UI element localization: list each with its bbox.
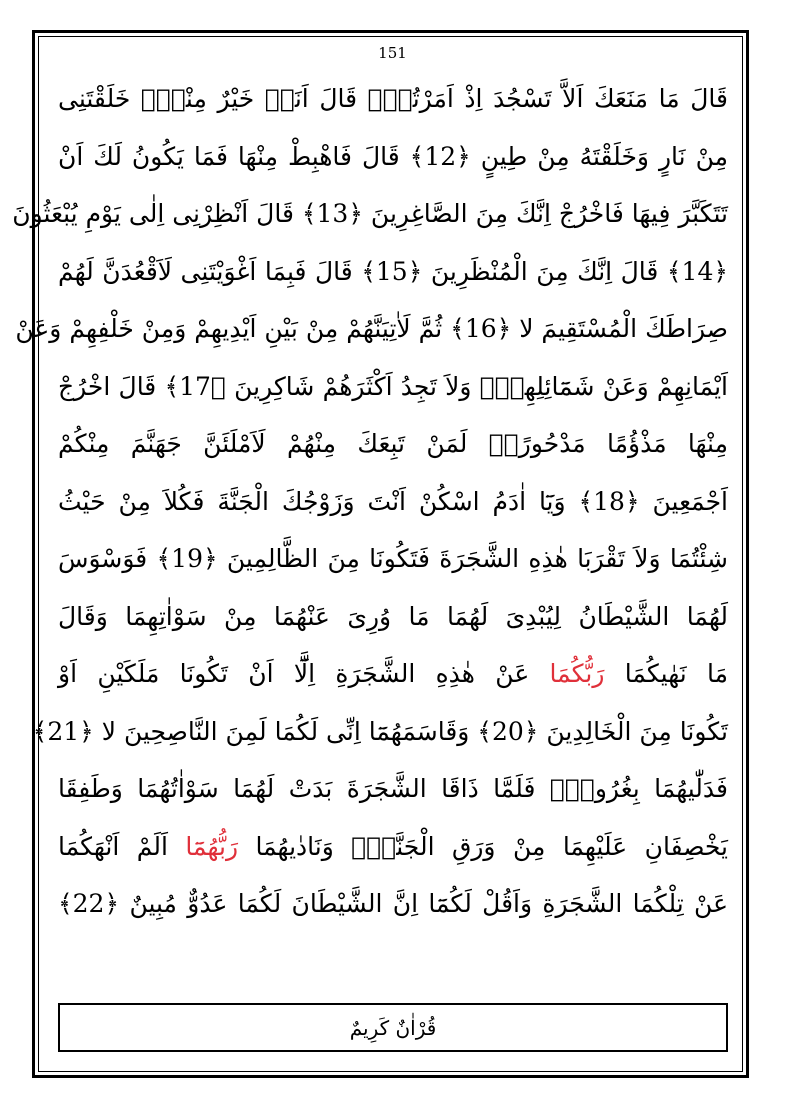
text-segment: تَكُونَا مِنَ الْخَالِدِينَ ﴿20﴾ وَقَاسَمَهُمَٓا اِنِّى لَكُمَا لَمِنَ النَّاصِحِينَ ﻻ ﴿21﴾ — [32, 716, 728, 746]
text-line — [58, 875, 728, 933]
page-number: 151 — [378, 44, 407, 62]
text-segment: اَيْمَانِهِمْ وَعَنْ شَمَٓائِلِهِمْۜ وَلاَ تَجِدُ اَكْثَرَهُمْ شَاكِرِينَ ﴿17﴾ قَالَ اخْرُجْ — [58, 371, 728, 401]
text-line — [58, 818, 728, 876]
text-segment: مِنْ نَارٍ وَخَلَقْتَهُ مِنْ طِينٍ ﴿12﴾ قَالَ فَاهْبِطْ مِنْهَا فَمَا يَكُونُ لَكَ اَنْ — [58, 141, 728, 171]
text-segment: فَدَلّٰيهُمَا بِغُرُورٍۚ فَلَمَّا ذَاقَا الشَّجَرَةَ بَدَتْ لَهُمَا سَوْاٰتُهُمَا وَطَفِقَا — [58, 774, 728, 803]
text-line — [32, 703, 728, 761]
text-segment: عَنْ هٰذِهِ الشَّجَرَةِ اِلَّٓا اَنْ تَكُونَا مَلَكَيْنِ اَوْ — [58, 659, 550, 688]
text-segment: عَنْ تِلْكُمَا الشَّجَرَةِ وَاَقُلْ لَكُمَٓا اِنَّ الشَّيْطَانَ لَكُمَا عَدُوٌّ مُبِينٌ ﴿22﴾ — [58, 889, 728, 918]
text-segment: صِرَاطَكَ الْمُسْتَقِيمَ ﻻ ﴿16﴾ ثُمَّ لَاٰتِيَنَّهُمْ مِنْ بَيْنِ اَيْدِيهِمْ وَمِنْ خَلْفِهِمْ وَعَنْ — [15, 314, 728, 343]
text-segment: شِئْتُمَا وَلاَ تَقْرَبَا هٰذِهِ الشَّجَرَةَ فَتَكُونَا مِنَ الظَّالِمِينَ ﴿19﴾ فَوَسْوَسَ — [58, 544, 729, 573]
text-line — [58, 415, 728, 473]
text-segment: اَجْمَعِينَ ﴿18﴾ وَيَٓا اٰدَمُ اسْكُنْ اَنْتَ وَزَوْجُكَ الْجَنَّةَ فَكُلاَ مِنْ حَيْثُ — [58, 486, 728, 516]
text-segment: اَلَمْ اَنْهَكُمَا — [58, 831, 186, 861]
text-segment: لَهُمَا الشَّيْطَانُ لِيُبْدِىَ لَهُمَا مَا وُرِىَ عَنْهُمَا مِنْ سَوْاٰتِهِمَا وَقَالَ — [58, 601, 728, 631]
text-segment: ﴿14﴾ قَالَ اِنَّكَ مِنَ الْمُنْظَرِينَ ﴿15﴾ قَالَ فَبِمَا اَغْوَيْتَنِى لَاَقْعُدَنَّ لَهُمْ — [58, 256, 729, 286]
divine-name-highlight: رَبُّكُمَا — [549, 659, 605, 688]
text-segment: مَا نَهٰيكُمَا — [604, 659, 728, 688]
text-line — [58, 645, 728, 703]
text-segment: تَتَكَبَّرَ فِيهَا فَاخْرُجْ اِنَّكَ مِنَ الصَّاغِرِينَ ﴿13﴾ قَالَ اَنْظِرْنِى اِلٰى يَوْمِ يُبْعَثُونَ — [12, 199, 728, 228]
text-segment: يَخْصِفَانِ عَلَيْهِمَا مِنْ وَرَقِ الْجَنَّةِۜ وَنَادٰيهُمَا — [238, 831, 728, 861]
text-line — [58, 530, 728, 588]
text-line — [58, 588, 728, 646]
footer-title: قُرْاٰنٌ كَرِيمٌ — [349, 1015, 437, 1040]
text-segment: قَالَ مَا مَنَعَكَ اَلاَّ تَسْجُدَ اِذْ اَمَرْتُكَۜ قَالَ اَنَاۛ خَيْرٌ مِنْهُۚ خَلَقْتَنِى — [58, 84, 728, 113]
text-line — [58, 128, 728, 186]
quran-text-block — [12, 70, 729, 933]
text-line — [58, 473, 728, 531]
text-line — [58, 358, 728, 416]
text-line — [58, 243, 728, 301]
divine-name-highlight: رَبُّهُمَٓا — [185, 831, 239, 861]
text-segment: مِنْهَا مَذْؤُمًا مَدْحُورًاۜ لَمَنْ تَبِعَكَ مِنْهُمْ لَاَمْلَئَنَّ جَهَنَّمَ مِنْكُمْ — [58, 429, 728, 458]
footer-box — [58, 1003, 728, 1052]
text-line — [58, 760, 728, 818]
text-line — [15, 300, 728, 358]
text-line — [58, 70, 728, 128]
text-line — [12, 185, 728, 243]
